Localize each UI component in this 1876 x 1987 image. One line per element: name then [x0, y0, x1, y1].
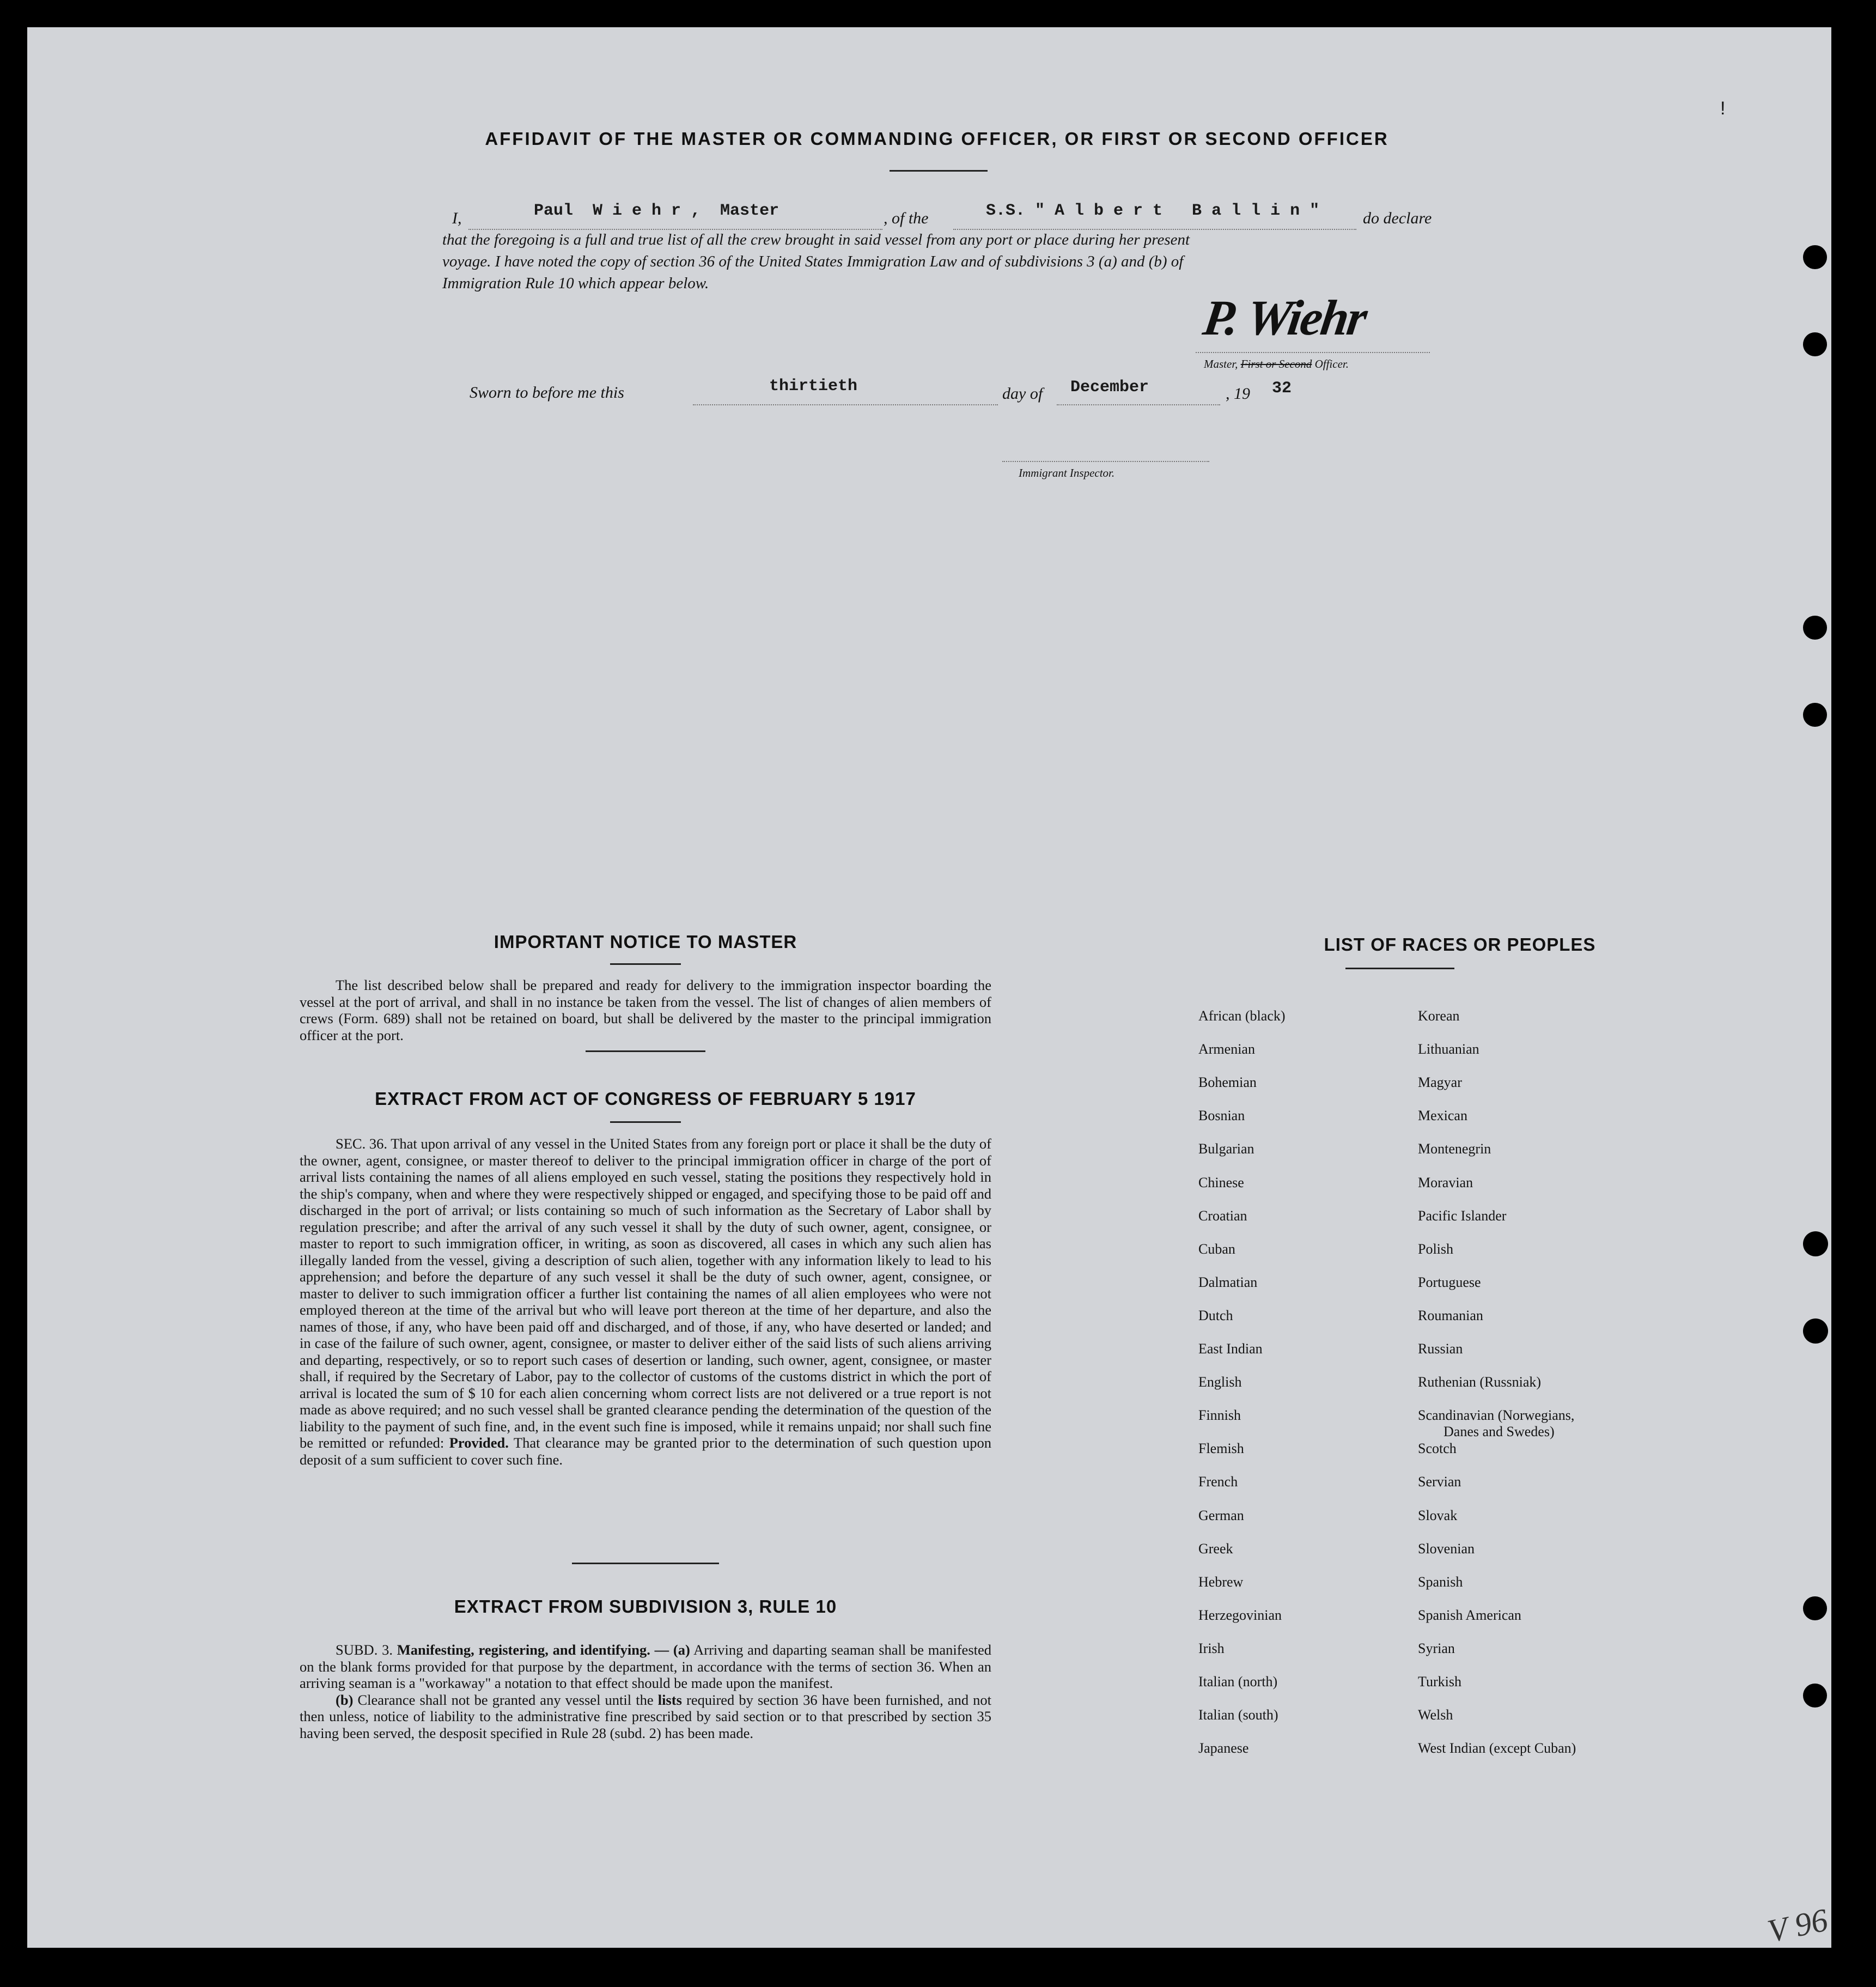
race-item: African (black)	[1198, 1008, 1286, 1024]
punch-hole	[1803, 1684, 1827, 1708]
race-item: Scotch	[1418, 1441, 1457, 1457]
race-item: Japanese	[1198, 1740, 1249, 1757]
act-paragraph-end: That clearance may be granted prior to the determination of such question upon deposit of a sum sufficient to cover such fine.	[300, 1435, 992, 1468]
race-item: Italian (north)	[1198, 1674, 1278, 1690]
race-item: Syrian	[1418, 1640, 1455, 1656]
race-item: Roumanian	[1418, 1307, 1483, 1323]
subd-a-text: Arriving and daparting seaman shall be manifested on the blank forms provided for that purpose by the department, in accordance with the terms of section 36. When an arriving seaman is a "workaway" a notation to that effect should be made upon the manifest.	[300, 1642, 992, 1691]
subd-title: EXTRACT FROM SUBDIVISION 3, RULE 10	[454, 1596, 837, 1617]
act-provided: Provided.	[449, 1435, 509, 1451]
race-item: Ruthenian (Russniak)	[1418, 1374, 1542, 1390]
race-item-continuation: Danes and Swedes)	[1443, 1424, 1555, 1440]
margin-mark: !	[1720, 98, 1726, 119]
race-item: Polish	[1418, 1241, 1454, 1257]
race-item: Spanish	[1418, 1573, 1463, 1590]
race-item: West Indian (except Cuban)	[1418, 1740, 1576, 1757]
race-item: Moravian	[1418, 1174, 1473, 1190]
notice-end-rule	[586, 1050, 705, 1052]
races-title: LIST OF RACES OR PEOPLES	[1324, 934, 1596, 955]
sig-label-officer: Officer.	[1314, 357, 1349, 370]
race-item: East Indian	[1198, 1341, 1263, 1357]
punch-hole	[1803, 703, 1827, 727]
of-the-label: , of the	[884, 209, 929, 227]
subd-b-lists: lists	[657, 1691, 682, 1708]
race-item: Slovenian	[1418, 1540, 1475, 1557]
year-value: 32	[1272, 379, 1292, 398]
race-item: Finnish	[1198, 1407, 1241, 1424]
signature: P. Wiehr	[1199, 290, 1369, 345]
declare-label: do declare	[1363, 209, 1432, 227]
subd-text	[300, 1642, 991, 1741]
day-of-label: day of	[1002, 385, 1043, 403]
race-item: Flemish	[1198, 1441, 1244, 1457]
race-item: German	[1198, 1507, 1244, 1523]
race-item: English	[1198, 1374, 1242, 1390]
punch-hole	[1803, 1231, 1828, 1256]
sig-label-master: Master,	[1204, 357, 1238, 370]
signature-line	[1196, 352, 1430, 353]
punch-hole	[1803, 332, 1827, 356]
punch-hole	[1803, 1318, 1828, 1344]
punch-hole	[1803, 616, 1827, 640]
act-rule	[610, 1121, 681, 1123]
race-item: Korean	[1418, 1008, 1460, 1024]
race-item: French	[1198, 1474, 1238, 1490]
race-item: Chinese	[1198, 1174, 1244, 1190]
race-item: Croatian	[1198, 1207, 1247, 1224]
subd-b-text-2: required by section 36 have been furnished, and not then unless, notice of liability to the administrative fine prescribed by said section or to that prescribed by section 35 having been served, the desposit specified in Rule 28 (subd. 2) has been made.	[300, 1691, 992, 1741]
act-end-rule	[572, 1563, 719, 1564]
master-name: Paul W i e h r , Master	[534, 202, 779, 220]
subd-heading: Manifesting, registering, and identifying. — (a)	[397, 1642, 690, 1658]
notice-rule	[610, 963, 681, 965]
race-item: Bulgarian	[1198, 1141, 1254, 1157]
notice-text	[300, 977, 991, 1043]
race-item: Dutch	[1198, 1307, 1233, 1323]
race-item: Montenegrin	[1418, 1141, 1491, 1157]
punch-hole	[1803, 245, 1827, 269]
race-item: Servian	[1418, 1474, 1461, 1490]
race-item: Bosnian	[1198, 1108, 1245, 1124]
race-item: Welsh	[1418, 1707, 1453, 1723]
act-paragraph: SEC. 36. That upon arrival of any vessel in the United States from any foreign port or place it shall be the duty of the owner, agent, consignee, or master thereof to deliver to the principal immigration officer in charge of the port of arrival lists containing the names of all aliens employed en such vessel, stating the positions they respectively hold in the ship's company, when and where they were respectively shipped or engaged, and specifying those to be paid off and discharged in the port of arrival; or lists containing so much of such information as the Secretary of Labor shall by regulation prescribe; and after the arrival of any such vessel it shall by the duty of such owner, agent, consignee, or master to report to such immigration officer, in writing, as soon as discovered, all cases in which any such alien has illegally landed from the vessel, giving a description of such alien, together with any information likely to lead to his apprehension; and before the departure of any such vessel it shall be the duty of such owner, agent, consignee, or master to deliver to such immigration officer a further list containing the names of all alien employees who were not employed thereon at the time of the arrival but who will leave port thereon at the time of her departure, and also the names of those, if any, who have been paid off and discharged, and of those, if any, who have deserted or landed; and in case of the failure of such owner, agent, consignee, or master to deliver either of the said lists of such aliens arriving and departing, respectively, or so to report such cases of desertion or landing, such owner, agent, consignee, or master shall, if required by the Secretary of Labor, pay to the collector of customs of the customs district in which the port of arrival is located the sum of $ 10 for each alien concerning whom correct lists are not delivered or a true report is not made as above required; and no such vessel shall be granted clearance pending the determination of the question of the liability to the payment of such fine, and, in the event such fine is imposed, while it remains unpaid; nor shall such fine be remitted or refunded:	[300, 1135, 991, 1451]
race-item: Irish	[1198, 1640, 1225, 1656]
subd-b-label: (b)	[336, 1691, 354, 1708]
race-item: Lithuanian	[1418, 1041, 1479, 1058]
race-item: Russian	[1418, 1341, 1463, 1357]
race-item: Dalmatian	[1198, 1274, 1258, 1290]
race-item: Scandinavian (Norwegians,	[1418, 1407, 1575, 1424]
race-item: Portuguese	[1418, 1274, 1481, 1290]
affidavit-title: AFFIDAVIT OF THE MASTER OR COMMANDING OFFICER, OR FIRST OR SECOND OFFICER	[485, 129, 1389, 149]
affidavit-line-4: Immigration Rule 10 which appear below.	[442, 275, 709, 292]
pre-name: I,	[452, 209, 462, 227]
race-item: Mexican	[1418, 1108, 1467, 1124]
race-item: Italian (south)	[1198, 1707, 1278, 1723]
race-item: Greek	[1198, 1540, 1233, 1557]
year-prefix: , 19	[1226, 385, 1250, 403]
act-text	[300, 1135, 991, 1468]
sig-label-struck: First or Second	[1240, 357, 1312, 370]
race-item: Herzegovinian	[1198, 1607, 1282, 1623]
corner-note: V 96	[1764, 1901, 1831, 1949]
notice-paragraph: The list described below shall be prepared and ready for delivery to the immigration inspector boarding the vessel at the port of arrival, and shall in no instance be taken from the vessel. The list of changes of alien members of crews (Form. 689) shall not be retained on board, but shall be delivered by the master to the principal immigration officer at the port.	[300, 977, 991, 1043]
inspector-label: Immigrant Inspector.	[1019, 466, 1115, 479]
signature-label	[1204, 357, 1349, 371]
race-item: Turkish	[1418, 1674, 1461, 1690]
act-title: EXTRACT FROM ACT OF CONGRESS OF FEBRUARY 5 1917	[375, 1089, 916, 1109]
month-value: December	[1070, 378, 1149, 397]
sworn-label: Sworn to before me this	[470, 384, 624, 402]
race-item: Magyar	[1418, 1074, 1462, 1091]
day-value: thirtieth	[769, 377, 858, 396]
race-item: Bohemian	[1198, 1074, 1257, 1091]
punch-hole	[1803, 1596, 1827, 1620]
notice-title: IMPORTANT NOTICE TO MASTER	[494, 932, 797, 952]
affidavit-line-3: voyage. I have noted the copy of section 36 of the United States Immigration Law and of subdivisions 3 (a) and (b) of	[442, 253, 1184, 270]
race-item: Armenian	[1198, 1041, 1255, 1058]
title-rule	[890, 170, 988, 172]
race-item: Cuban	[1198, 1241, 1235, 1257]
race-item: Spanish American	[1418, 1607, 1521, 1623]
races-rule	[1345, 968, 1454, 969]
race-item: Pacific Islander	[1418, 1207, 1507, 1224]
race-item: Hebrew	[1198, 1573, 1244, 1590]
vessel-name: S.S. " A l b e r t B a l l i n "	[986, 202, 1320, 220]
document-page	[27, 27, 1831, 1948]
subd-b-text: Clearance shall not be granted any vessel until the	[357, 1691, 654, 1708]
race-item: Slovak	[1418, 1507, 1458, 1523]
inspector-line	[1002, 461, 1209, 462]
subd-lead: SUBD. 3.	[336, 1642, 393, 1658]
affidavit-line-2: that the foregoing is a full and true list of all the crew brought in said vessel from any port or place during her present	[442, 231, 1190, 248]
